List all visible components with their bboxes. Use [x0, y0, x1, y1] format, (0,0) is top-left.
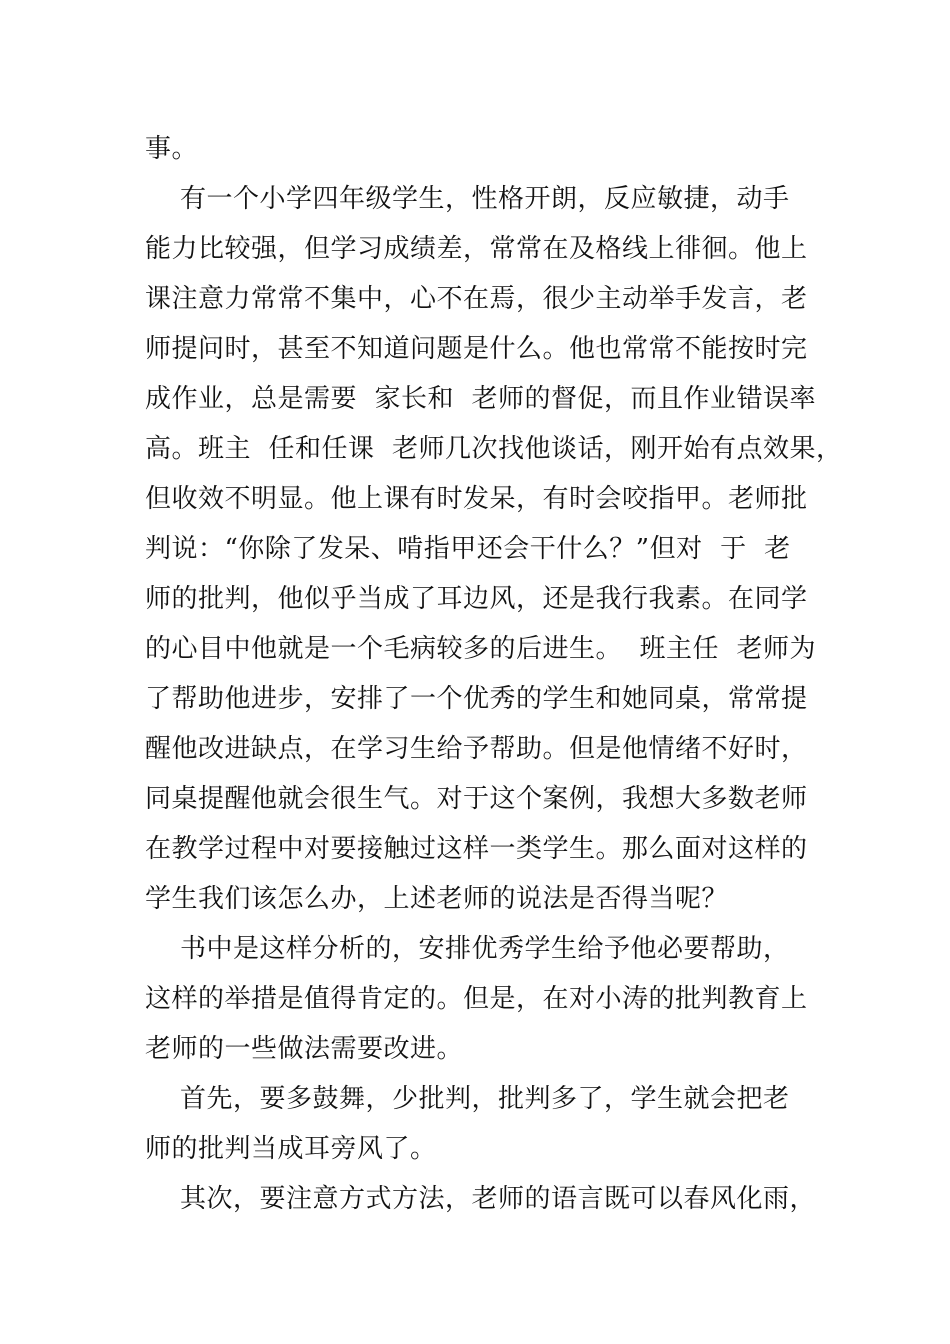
- text-line: 事。: [145, 134, 199, 164]
- text-line: 学生我们该怎么办，上述老师的说法是否得当呢？: [145, 884, 729, 914]
- text-line: 老师的一些做法需要改进。: [145, 1034, 464, 1064]
- text-line: 师的批判，他似乎当成了耳边风，还是我行我素。在同学: [145, 584, 808, 614]
- text-line: 了帮助他进步，安排了一个优秀的学生和她同桌，常常提: [145, 684, 808, 714]
- text-line: 在教学过程中对要接触过这样一类学生。那么面对这样的: [145, 834, 808, 864]
- text-line: 但收效不明显。他上课有时发呆，有时会咬指甲。老师批: [145, 484, 808, 514]
- text-line: 师提问时，甚至不知道问题是什么。他也常常不能按时完: [145, 334, 808, 364]
- text-line: 这样的举措是值得肯定的。但是，在对小涛的批判教育上: [145, 984, 808, 1014]
- text-line: 判说：“你除了发呆、啃指甲还会干什么？”但对 于 老: [145, 534, 791, 564]
- text-line: 课注意力常常不集中，心不在焉，很少主动举手发言，老: [145, 284, 808, 314]
- text-line: 书中是这样分析的，安排优秀学生给予他必要帮助，: [145, 934, 790, 964]
- text-line: 其次，要注意方式方法，老师的语言既可以春风化雨，: [145, 1184, 817, 1214]
- text-line: 师的批判当成耳旁风了。: [145, 1134, 437, 1164]
- text-line: 成作业，总是需要 家长和 老师的督促，而且作业错误率: [145, 384, 817, 414]
- text-line: 醒他改进缺点，在学习生给予帮助。但是他情绪不好时，: [145, 734, 808, 764]
- text-line: 的心目中他就是一个毛病较多的后进生。 班主任 老师为: [145, 634, 817, 664]
- text-line: 有一个小学四年级学生，性格开朗，反应敏捷，动手: [145, 184, 790, 214]
- text-line: 能力比较强，但学习成绩差，常常在及格线上徘徊。他上: [145, 234, 808, 264]
- text-line: 同桌提醒他就会很生气。对于这个案例，我想大多数老师: [145, 784, 808, 814]
- text-line: 首先，要多鼓舞，少批判，批判多了，学生就会把老: [145, 1084, 790, 1114]
- text-line: 高。班主 任和任课 老师几次找他谈话，刚开始有点效果，: [145, 434, 843, 464]
